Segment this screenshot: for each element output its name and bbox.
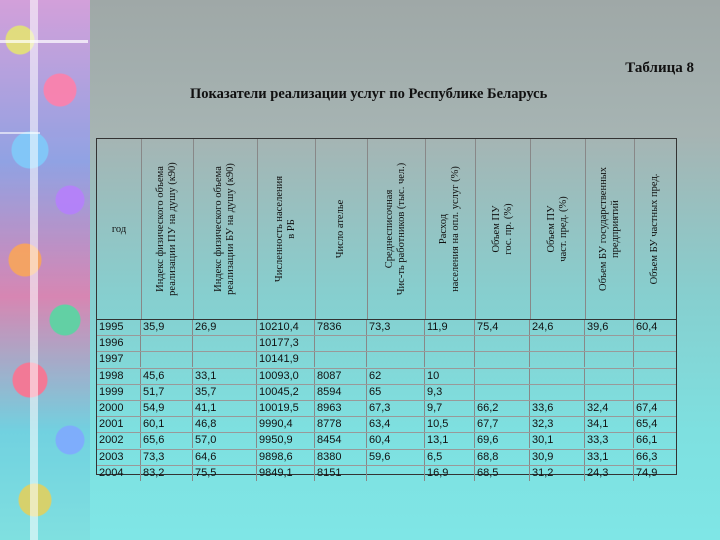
table-cell (475, 369, 530, 384)
table-cell (315, 336, 367, 351)
table-row (97, 400, 676, 416)
table-cell: 8087 (315, 369, 367, 384)
table-cell: 74,9 (636, 466, 658, 479)
table-cell: 45,6 (141, 369, 193, 384)
table-row (97, 416, 676, 432)
table-cell (634, 352, 676, 367)
year-cell: 2001 (97, 417, 141, 432)
table-cell (585, 352, 634, 367)
table-row (97, 384, 676, 400)
table-cell: 35,7 (193, 385, 257, 400)
table-cell: 32,3 (530, 417, 585, 432)
decorative-stripe (30, 0, 38, 540)
table-cell: 59,6 (367, 450, 425, 465)
year-cell: 2000 (97, 401, 141, 416)
table-cell: 41,1 (193, 401, 257, 416)
table-cell: 10210,4 (257, 320, 315, 335)
decorative-side-panel (0, 0, 90, 540)
table-cell: 63,4 (367, 417, 425, 432)
table-cell: 60,4 (367, 433, 425, 448)
table-cell: 64,6 (193, 450, 257, 465)
table-cell: 33,1 (585, 450, 634, 465)
column-header (425, 139, 476, 319)
table-cell: 6,5 (425, 450, 475, 465)
year-cell: 1998 (97, 369, 141, 384)
table-cell: 67,4 (636, 401, 658, 414)
table-cell (367, 336, 425, 351)
table-cell: 69,6 (475, 433, 530, 448)
table-cell (475, 385, 530, 400)
year-cell: 1997 (97, 352, 141, 367)
table-cell: 73,3 (141, 450, 193, 465)
table-cell (530, 385, 585, 400)
table-cell (367, 352, 425, 367)
column-header-label: Объем БУ частных пред. (649, 173, 660, 285)
table-cell: 54,9 (141, 401, 193, 416)
table-cell: 65 (367, 385, 425, 400)
column-header (530, 139, 586, 319)
table-cell: 60,4 (636, 321, 658, 333)
table-cell: 8778 (315, 417, 367, 432)
table-cell: 33,3 (585, 433, 634, 448)
table-body (97, 320, 676, 481)
column-header (634, 139, 676, 319)
table-cell: 8380 (315, 450, 367, 465)
table-row (97, 320, 676, 335)
table-cell (530, 352, 585, 367)
table-cell: 32,4 (585, 401, 634, 416)
table-cell (193, 352, 257, 367)
table-cell: 10,5 (425, 417, 475, 432)
table-cell: 24,3 (585, 466, 634, 481)
table-cell: 35,9 (141, 320, 193, 335)
table-cell: 75,5 (193, 466, 257, 481)
table-cell: 8963 (315, 401, 367, 416)
column-header-label: Среднесписочная Чис-ть работников (тыс. чел.) (384, 162, 407, 296)
column-header-label: Численность населения в РБ (274, 175, 297, 283)
table-label: Таблица 8 (625, 60, 694, 76)
table-cell: 13,1 (425, 433, 475, 448)
decorative-line (0, 40, 88, 43)
table-cell (634, 369, 676, 384)
table-cell: 7836 (315, 320, 367, 335)
table-cell: 24,6 (530, 320, 585, 335)
table-cell (585, 369, 634, 384)
table-cell (425, 336, 475, 351)
table-cell (193, 336, 257, 351)
table-cell: 67,7 (475, 417, 530, 432)
table-cell: 9,7 (425, 401, 475, 416)
column-header (475, 139, 531, 319)
table-cell (141, 352, 193, 367)
table-cell: 30,9 (530, 450, 585, 465)
year-cell: 2002 (97, 433, 141, 448)
table-row (97, 449, 676, 465)
table-cell: 8594 (315, 385, 367, 400)
table-row (97, 335, 676, 351)
table-cell (634, 385, 676, 400)
table-cell: 33,1 (193, 369, 257, 384)
table-header (97, 139, 676, 320)
table-cell: 9950,9 (257, 433, 315, 448)
table-cell (141, 336, 193, 351)
table-cell: 9990,4 (257, 417, 315, 432)
table-cell: 39,6 (585, 320, 634, 335)
table-row (97, 432, 676, 448)
table-cell: 33,6 (530, 401, 585, 416)
table-cell: 46,8 (193, 417, 257, 432)
table-cell: 9849,1 (257, 466, 315, 481)
table-cell: 75,4 (475, 320, 530, 335)
table-cell: 10 (425, 369, 475, 384)
table-cell: 73,3 (367, 320, 425, 335)
table-cell (530, 336, 585, 351)
table-cell: 31,2 (530, 466, 585, 481)
column-header (315, 139, 368, 319)
column-header-label: год (111, 224, 127, 235)
table-cell: 10141,9 (257, 352, 315, 367)
table-cell: 9,3 (425, 385, 475, 400)
table-cell: 60,1 (141, 417, 193, 432)
table-cell: 65,4 (636, 418, 658, 431)
table-cell: 66,2 (475, 401, 530, 416)
column-header-label: Индекс физического объема реализации БУ на душу (к90) (213, 163, 236, 295)
table-cell (315, 352, 367, 367)
table-cell: 68,5 (475, 466, 530, 481)
table-cell (425, 352, 475, 367)
table-cell: 66,1 (636, 434, 658, 447)
table-cell: 11,9 (425, 320, 475, 335)
column-header-label: Число ателье (335, 199, 346, 259)
column-header (257, 139, 316, 319)
year-cell: 1999 (97, 385, 141, 400)
table-cell: 51,7 (141, 385, 193, 400)
column-header-label: Индекс физического объема реализации ПУ на душу (к90) (155, 162, 178, 296)
column-header (367, 139, 426, 319)
table-cell: 83,2 (141, 466, 193, 481)
table-row (97, 368, 676, 384)
table-cell: 62 (367, 369, 425, 384)
year-cell: 2003 (97, 450, 141, 465)
column-header-label: Объем ПУ гос. пр. (%) (490, 203, 514, 255)
table-cell (475, 352, 530, 367)
table-cell: 10019,5 (257, 401, 315, 416)
table-cell: 30,1 (530, 433, 585, 448)
table-cell: 57,0 (193, 433, 257, 448)
year-cell: 1996 (97, 336, 141, 351)
year-cell: 2004 (97, 466, 141, 481)
table-cell: 34,1 (585, 417, 634, 432)
table-cell (367, 466, 425, 481)
table-cell: 10045,2 (257, 385, 315, 400)
table-cell (585, 385, 634, 400)
year-cell: 1995 (97, 320, 141, 335)
column-header (193, 139, 258, 319)
table-cell: 66,3 (636, 450, 658, 463)
table-cell: 68,8 (475, 450, 530, 465)
table-cell: 16,9 (425, 466, 475, 481)
table-cell: 10177,3 (257, 336, 315, 351)
table-cell: 10093,0 (257, 369, 315, 384)
column-header (585, 139, 635, 319)
column-header (141, 139, 194, 319)
table-cell: 67,3 (367, 401, 425, 416)
table-cell: 9898,6 (257, 450, 315, 465)
page-title: Показатели реализации услуг по Республике Беларусь (190, 86, 548, 102)
table-cell: 65,6 (141, 433, 193, 448)
data-table (96, 138, 677, 479)
table-cell (475, 336, 530, 351)
table-cell: 8454 (315, 433, 367, 448)
table-cell (585, 336, 634, 351)
table-row (97, 351, 676, 367)
table-row (97, 465, 676, 481)
column-header (97, 139, 142, 319)
column-header-label: Объем ПУ част. пред. (%) (545, 196, 569, 262)
column-header-label: Объем БУ государственных предприятий (597, 167, 621, 292)
table-cell (634, 336, 676, 351)
column-header-label: Расход населения на опл. услуг (%) (438, 166, 461, 292)
table-cell: 8151 (315, 466, 367, 481)
decorative-line (0, 132, 40, 134)
table-cell (530, 369, 585, 384)
table-cell: 26,9 (193, 320, 257, 335)
